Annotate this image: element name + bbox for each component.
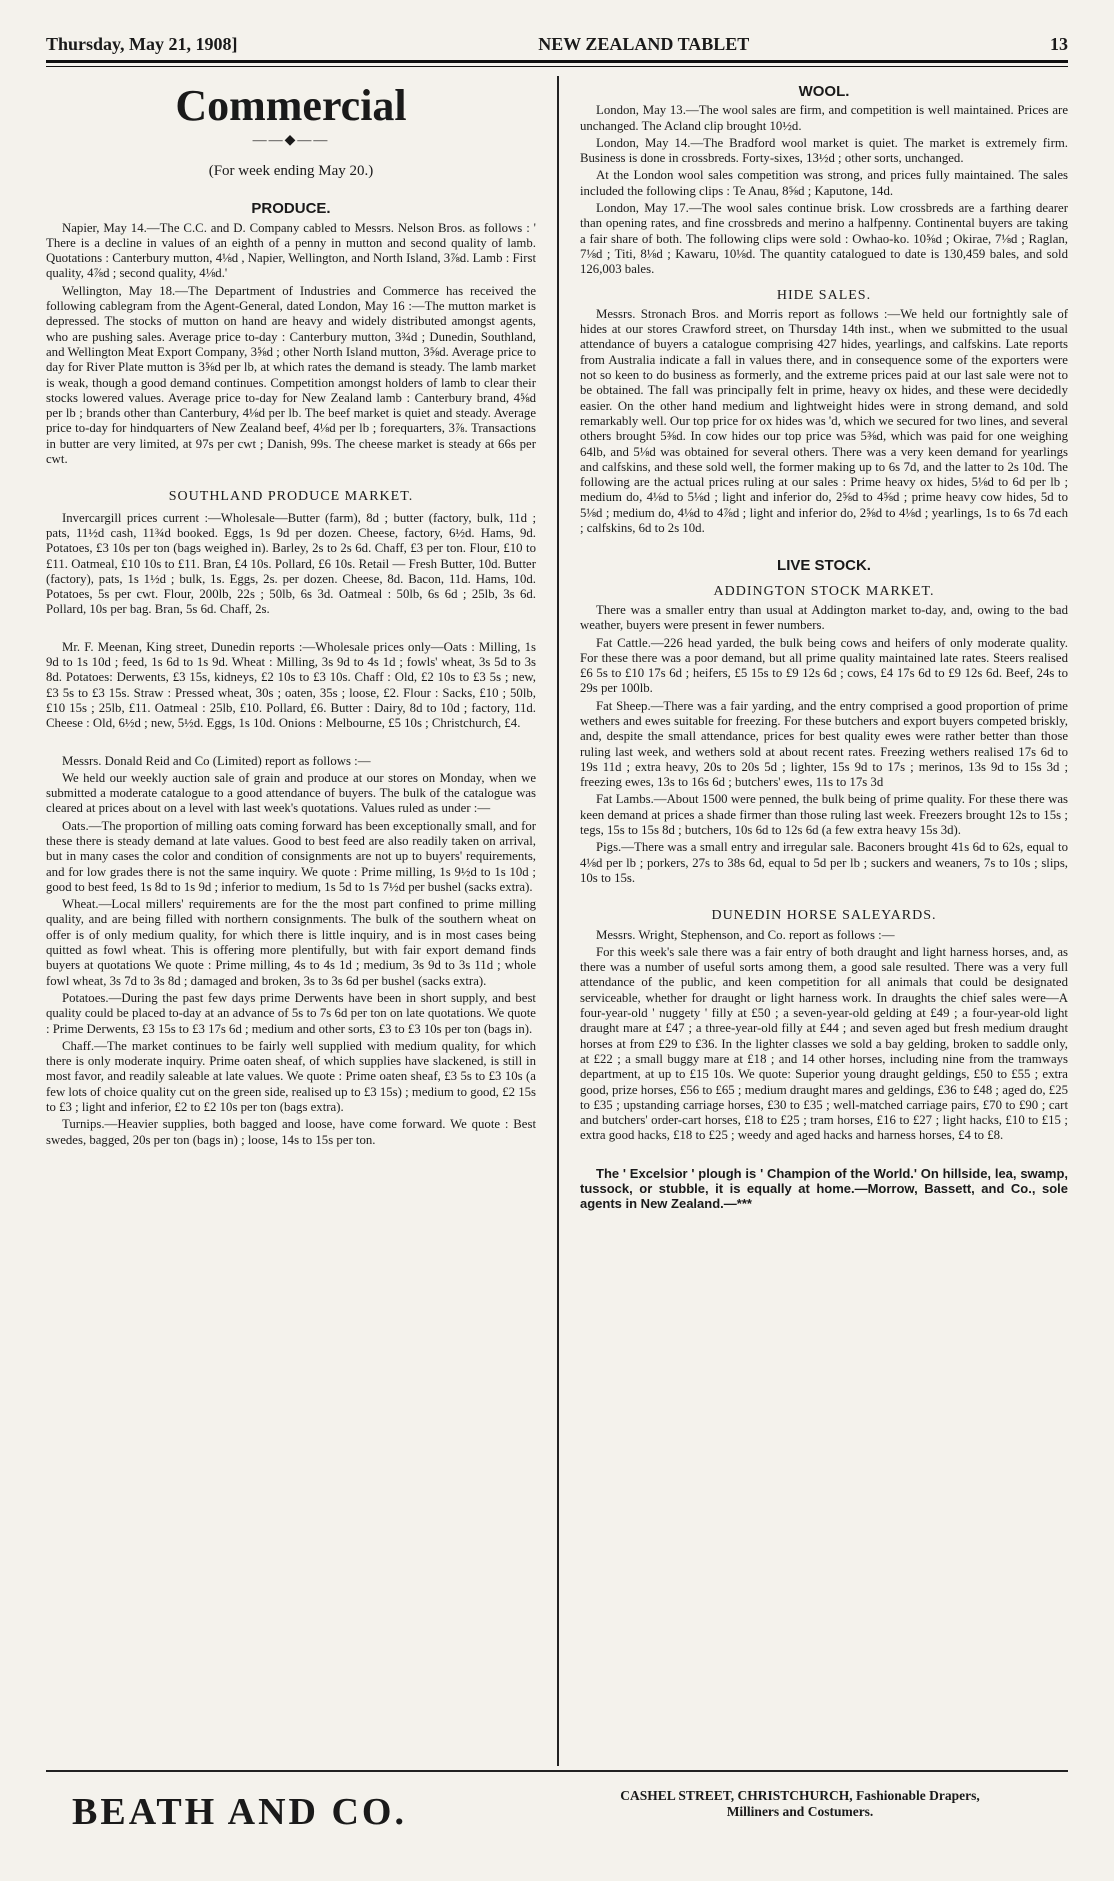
hide-heading: HIDE SALES. [776,287,872,303]
addington-sheep-paragraph: Fat Sheep.—There was a fair yarding, and the entry comprised a good proportion of prime wethers and ewes suitable for freezing. For these butchers and export buyers competed briskly, and, despite the small attendance, prices for best quality ewes were rather better than those ruling last week, and wethers sold at about recent rates. Freezing wethers realised 17s 6d to 19s 11d ; extra heavy, 20s to 20s 5d ; lighter, 15s 9d to 17s ; merinos, 13s 9d to 15s 3d ; freezing ewes, 13s to 16s 6d ; butchers' ewes, 11s to 17s 3d [580,698,1068,790]
footer-address-line: Milliners and Costumers. [726,1804,874,1819]
reid-chaff-paragraph: Chaff.—The market continues to be fairly well supplied with medium quality, for which there is only moderate inquiry. Prime oaten sheaf, of which supplies have slackened, is still in most favor, and readily saleable at late values. We quote : Prime oaten sheaf, £3 5s to £3 10s (a few lots of choice quality cut on the green side, realised up to £3 15s) ; medium to good, £2 15s to £3 ; light and inferior, £2 to £2 10s per ton (bags extra). [46,1038,536,1115]
addington-lambs-paragraph: Fat Lambs.—About 1500 were penned, the bulk being of prime quality. For these there was keen demand at prices a shade firmer than those ruling last week. Freezers brought 12s to 15s ; tegs, 15s to 15s 8d ; butchers, 10s 6d to 12s 6d (a few extra heavy 15s 3d). [580,792,1068,838]
wool-heading: WOOL. [798,83,850,100]
reid-paragraph: Messrs. Donald Reid and Co (Limited) report as follows :— [62,753,371,768]
header-page-number: 13 [1050,33,1068,54]
header-rule-thin [46,66,1068,67]
wool-paragraph: At the London wool sales competition was strong, and prices fully maintained. The sales included the following clips : Te Anau, 8⅝d ; Kaputone, 14d. [580,168,1068,198]
southland-heading: SOUTHLAND PRODUCE MARKET. [168,489,414,505]
wool-paragraph: London, May 13.—The wool sales are firm, and competition is well maintained. Prices are unchanged. The Acland clip brought 10½d. [580,103,1068,133]
footer-advertiser: BEATH AND CO. [72,1791,407,1833]
footer-rule [46,1770,1068,1772]
live-stock-heading: LIVE STOCK. [777,557,871,575]
reid-wheat-paragraph: Wheat.—Local millers' requirements are for the the most part confined to prime milling quality, and are being filled with northern consignments. The bulk of the southern wheat on offer is of only medium quality, for which there is little inquiry, and is in most cases being quitted as fowl wheat. This is offering more plentifully, but with fair export demand finds buyers at quotations We quote : Prime milling, 4s to 4s 1d ; medium, 3s 9d to 3s 11d ; whole fowl wheat, 3s 7d to 3s 8d ; damaged and broken, 3s to 3s 6d per bushel (sacks extra). [46,897,536,988]
addington-paragraph: There was a smaller entry than usual at Addington market to-day, and, owing to the bad weather, buyers were present in fewer numbers. [580,602,1068,633]
title-ornament-icon: ——◆—— [252,133,330,148]
meenan-paragraph: Mr. F. Meenan, King street, Dunedin reports :—Wholesale prices only—Oats : Milling, 1s 9d to 1s 10d ; feed, 1s 6d to 1s 9d. Wheat : Milling, 3s 9d to 4s 1d ; fowls' wheat, 3s 5d to 3s 8d. Potatoes: Derwents, £3 15s, kidneys, £2 10s to £3 10s. Chaff : Old, £2 10s to £3 5s ; new, £3 5s to £3 15s. Straw : Pressed wheat, 30s ; oaten, 35s ; loose, £2. Flour : Sacks, £10 ; 50lb, £10 15s ; 25lb, £11. Oatmeal : 25lb, £10. Pollard, £6. Butter : Dairy, 8d to 10d ; factory, 11d. Cheese : Old, 6½d ; new, 5½d. Eggs, 1s 10d. Onions : Melbourne, £5 10s ; Christchurch, £4. [46,639,536,731]
section-title: Commercial [175,81,407,130]
southland-paragraph: Invercargill prices current :—Wholesale—Butter (farm), 8d ; butter (factory, bulk, 11d ; pats, 11½d cash, 11¾d booked. Eggs, 1s 9d per dozen. Cheese, factory, 6½d. Hams, 9d. Potatoes, £3 10s per ton (bags weighed in). Barley, 2s to 2s 6d. Chaff, £3 per ton. Flour, £10 to £11. Oatmeal, £10 10s to £11. Bran, £4 10s. Pollard, £6 10s. Retail — Fresh Butter, 10d. Butter (factory), pats, 1s 1½d ; bulk, 1s. Eggs, 2s. per dozen. Cheese, 8d. Bacon, 11d. Hams, 10d. Potatoes, 5s per cwt. Flour, 200lb, 22s ; 50lb, 6s 3d. Oatmeal : 50lb, 6s 6d ; 25lb, 3s 6d. Pollard, 10s per bag. Bran, 5s 6d. Chaff, 2s. [46,510,536,617]
reid-paragraph: We held our weekly auction sale of grain and produce at our stores on Monday, when we submitted a moderate catalogue to a good attendance of buyers. The bulk of the catalogue was cleared at prices about on a level with last week's quotations. Values ruled as under :— [46,770,536,816]
reid-potatoes-paragraph: Potatoes.—During the past few days prime Derwents have been in short supply, and best quality could be placed to-day at an advance of 5s to 7s 6d per ton on late quotations. We quote : Prime Derwents, £3 15s to £3 17s 6d ; medium and other sorts, £3 to £3 10s per ton (bags in). [46,990,536,1036]
horse-paragraph: For this week's sale there was a fair entry of both draught and light harness horses, and, as there was a number of useful sorts among them, a good sale resulted. There was a very full attendance of the public, and keen competition for all animals that could be designated serviceable, whether for draught or light harness work. In draughts the chief sales were—A four-year-old ' nuggety ' filly at £50 ; a seven-year-old gelding at £49 ; a four-year-old light draught mare at £47 ; a three-year-old filly at £44 ; and seven aged but fresh medium draught horses at from £29 to £36. In the lighter classes we sold a bay gelding, broken to saddle only, at £22 ; a small buggy mare at £18 ; and 14 other horses, including nine from the tramways department, at up to £15 10s. We quote: Superior young draught geldings, £50 to £55 ; extra good, prize horses, £56 to £65 ; medium draught mares and geldings, £36 to £48 ; aged do, £25 to £35 ; upstanding carriage horses, £30 to £35 ; well-matched carriage pairs, £70 to £90 ; cart and butchers' order-cart horses, £18 to £25 ; tram horses, £16 to £27 ; light hacks, £10 to £15 ; extra good hacks, £18 to £25 ; weedy and aged hacks and harness horses, £4 to £8. [580,944,1068,1143]
addington-cattle-paragraph: Fat Cattle.—226 head yarded, the bulk being cows and heifers of only moderate quality. For these there was a poor demand, but all prime quality maintained late rates. Steers realised £6 5s to £10 17s 6d ; heifers, £5 15s to £9 12s 6d ; cows, £4 17s 6d to £9 12s 6d. Beef, 24s to 29s per 100lb. [580,635,1068,696]
horse-heading: DUNEDIN HORSE SALEYARDS. [711,908,937,924]
plough-notice: The ' Excelsior ' plough is ' Champion of the World.' On hillside, lea, swamp, tussock, or stubble, it is equally at home.—Morrow, Bassett, and Co., sole agents in New Zealand.—*** [580,1165,1068,1211]
right-column [580,76,1068,1776]
hide-paragraph: Messrs. Stronach Bros. and Morris report as follows :—We held our fortnightly sale of hides at our stores Crawford street, on Thursday 14th inst., when we submitted to the usual attendance of buyers a catalogue comprising 427 hides, yearlings, and calfskins. Late reports from Australia indicate a fall in values there, and in consequence some of the exporters were not so keen to do business as formerly, and the extreme prices paid at our last sale were not to be obtained. The fall was principally felt in prime, heavy ox hides, and these were decidedly easier. On the other hand medium and lightweight hides were in strong demand, and sold remarkably well. Our top price for ox hides was 'd, which we secured for two lines, and several others brought 5⅜d. In cow hides our top price was 5⅜d, which was paid for one weighing 64lb, and 5⅛d was obtained for several others. There was a very keen demand for yearlings and calfskins, and these sold well, the former making up to 6s 7d, and the latter to 2s 10d. The following are the actual prices ruling at our sales : Prime heavy ox hides, 5⅛d to 6d per lb ; medium do, 4⅛d to 5⅛d ; light and inferior do, 2⅝d to 4⅝d ; prime heavy cow hides, 5d to 5⅛d ; medium do, 4⅛d to 4⅞d ; light and inferior do, 2⅝d to 4⅛d ; yearlings, 1s to 6s 7d each ; calfskins, 6d to 2s 10d. [580,306,1068,536]
column-divider [557,76,559,1766]
reid-oats-paragraph: Oats.—The proportion of milling oats coming forward has been exceptionally small, and for these there is steady demand at late values. Good to best feed are also readily taken on arrival, but in many cases the color and condition of consignments are not up to buyers' requirements, and for low grades there is not the same inquiry. We quote : Prime milling, 1s 9½d to 1s 10d ; good to best feed, 1s 8d to 1s 9d ; inferior to medium, 1s 5d to 1s 7½d per bushel (sacks extra). [46,818,536,894]
footer-address-line: CASHEL STREET, CHRISTCHURCH, Fashionable Drapers, [620,1788,980,1803]
produce-paragraph: Wellington, May 18.—The Department of Industries and Commerce has received the following cablegram from the Agent-General, dated London, May 16 :—The mutton market is depressed. The stocks of mutton on hand are heavy and widely distributed amongst agents, who are pushing sales. Average price to-day : Canterbury mutton, 3¾d ; Dunedin, Southland, and Wellington Meat Export Company, 3⅝d ; other North Island mutton, 3⅝d. Average price to day for River Plate mutton is 3⅝d per lb, at which rates the demand is steady. The lamb market is weak, though a good demand continues. Competition amongst holders of lamb to clear their stocks lowered values. Average price to-day for New Zealand lamb : Canterbury brand, 4⅝d per lb ; brands other than Canterbury, 4⅛d per lb. The beef market is quiet and steady. Average price to-day for hindquarters of New Zealand beef, 4⅛d per lb ; forequarters, 3⅞. Transactions in butter are very limited, at 97s per cwt ; Danish, 99s. The cheese market is steady at 66s per cwt. [46,283,536,467]
reid-turnips-paragraph: Turnips.—Heavier supplies, both bagged and loose, have come forward. We quote : Best swedes, bagged, 20s per ton (bags in) ; loose, 14s to 15s per ton. [46,1117,536,1147]
left-column [46,76,536,1776]
addington-heading: ADDINGTON STOCK MARKET. [713,583,935,599]
wool-paragraph: London, May 17.—The wool sales continue brisk. Low crossbreds are a farthing dearer than opening rates, and fine crossbreds and merino a halfpenny. Continental buyers are taking a fair share of both. The following clips were sold : Owhao-ko. 10⅝d ; Okirae, 7⅛d ; Raglan, 7⅛d ; Titi, 8⅛d ; Kawaru, 10⅛d. The quantity catalogued to date is 130,459 bales, and sold 126,003 bales. [580,201,1068,277]
horse-paragraph: Messrs. Wright, Stephenson, and Co. report as follows :— [596,927,895,942]
header-date: Thursday, May 21, 1908] [46,33,238,54]
addington-pigs-paragraph: Pigs.—There was a small entry and irregular sale. Baconers brought 41s 6d to 62s, equal to 4⅛d per lb ; porkers, 27s to 38s 6d, equal to 5d per lb ; suckers and weaners, 7s to 10s ; slips, 10s to 15s. [580,840,1068,885]
section-subtitle: (For week ending May 20.) [208,163,374,179]
wool-paragraph: London, May 14.—The Bradford wool market is quiet. The market is extremely firm. Business is done in crossbreds. Forty-sixes, 13½d ; other sorts, unchanged. [580,135,1068,166]
produce-heading: PRODUCE. [251,200,331,218]
footer-address [520,1788,1080,1820]
page-header [46,30,1068,58]
header-rule-thick [46,60,1068,63]
produce-paragraph: Napier, May 14.—The C.C. and D. Company cabled to Messrs. Nelson Bros. as follows : ' There is a decline in values of an eighth of a penny in mutton and second quality of lamb. Quotations : Canterbury mutton, 4⅛d , Napier, Wellington, and North Island, 3⅞d. Lamb : First quality, 4⅞d ; second quality, 4⅛d.' [46,220,536,281]
header-paper-name: NEW ZEALAND TABLET [538,33,750,54]
